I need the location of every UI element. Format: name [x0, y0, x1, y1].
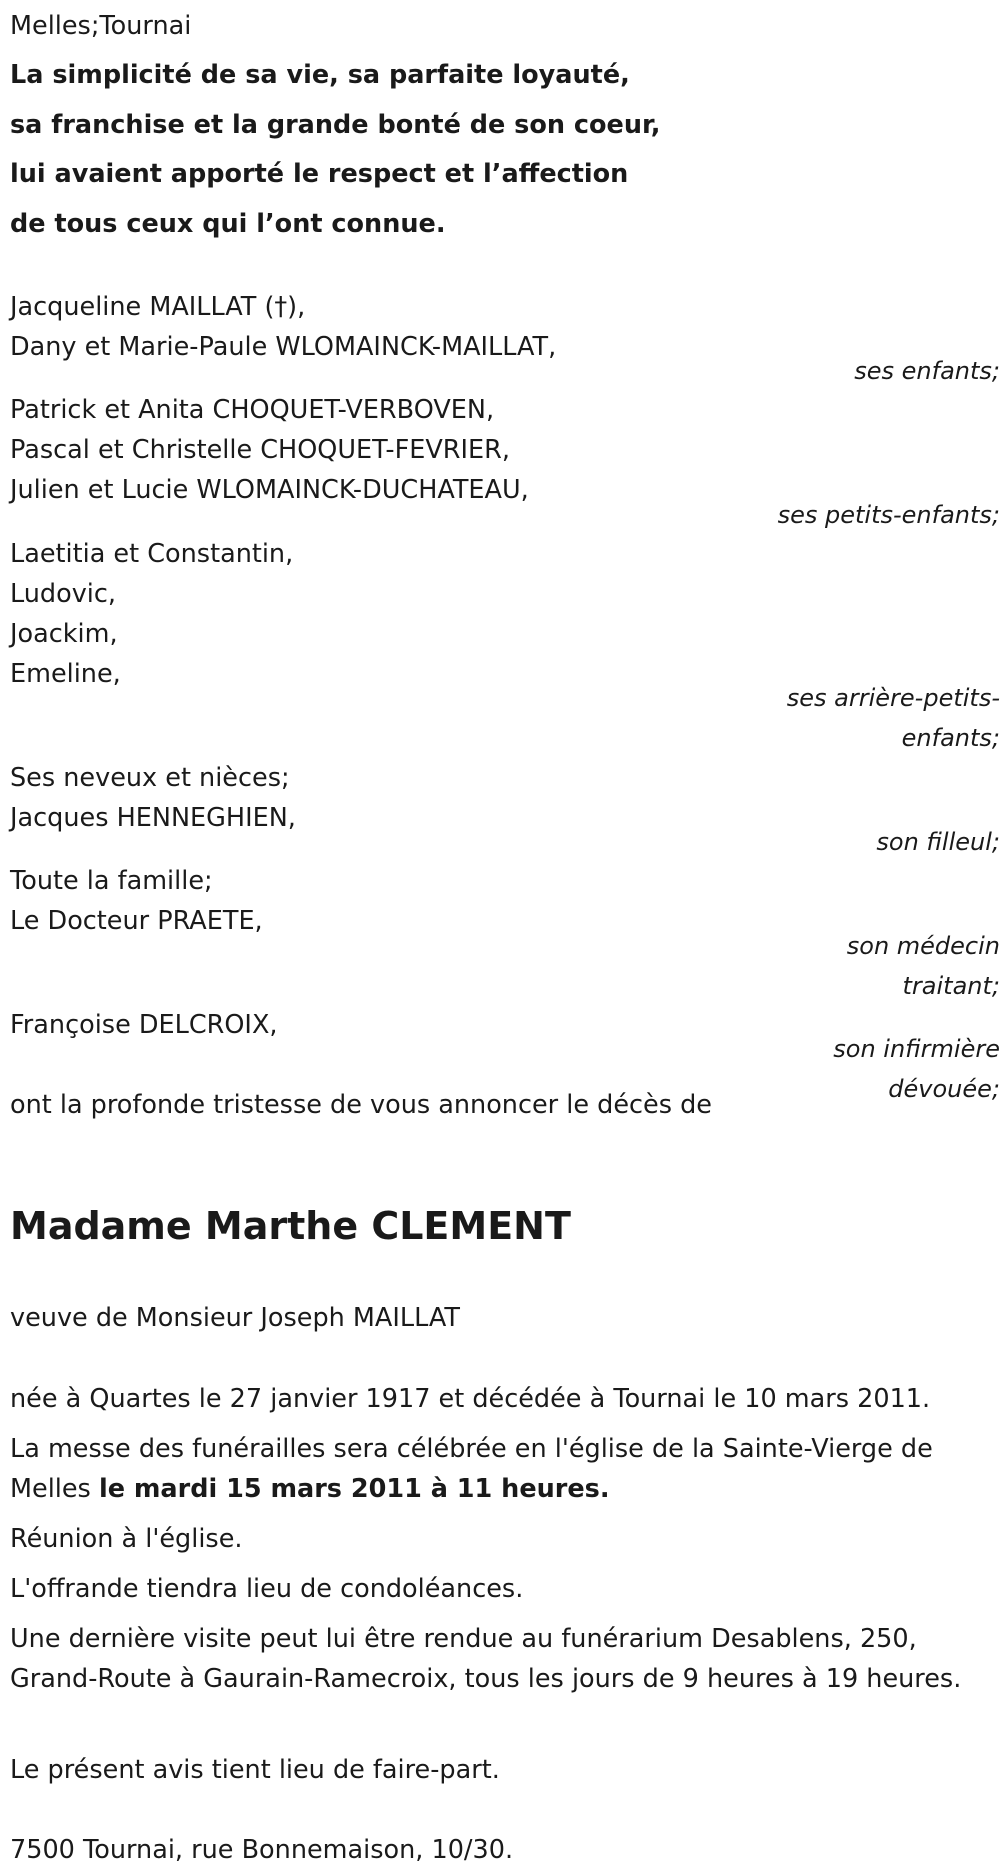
- epitaph-line: sa franchise et la grande bonté de son coeur,: [10, 110, 661, 140]
- funeral-mass: [10, 1429, 990, 1509]
- family-member: Toute la famille;: [10, 866, 213, 896]
- family-member: Le Docteur PRAETE,: [10, 906, 263, 936]
- meeting-info: Réunion à l'église.: [10, 1524, 243, 1554]
- visit-info: Une dernière visite peut lui être rendue au funérarium Desablens, 250, Grand-Route à Gaurain-Ramecroix, tous les jours de 9 heures à 19 heures.: [10, 1624, 962, 1694]
- family-member: Jacques HENNEGHIEN,: [10, 803, 296, 833]
- role-great-grandchildren: ses arrière-petits-enfants;: [786, 684, 1000, 752]
- family-member: Jacqueline MAILLAT (†),: [10, 292, 306, 322]
- role-children: ses enfants;: [854, 357, 1000, 385]
- offering-info: L'offrande tiendra lieu de condoléances.: [10, 1574, 524, 1604]
- birth-death: née à Quartes le 27 janvier 1917 et décédée à Tournai le 10 mars 2011.: [10, 1384, 931, 1414]
- family-member: Pascal et Christelle CHOQUET-FEVRIER,: [10, 435, 510, 465]
- family-member: Ludovic,: [10, 579, 117, 609]
- notice-info: Le présent avis tient lieu de faire-part.: [10, 1755, 500, 1785]
- deceased-name: Madame Marthe CLEMENT: [10, 1204, 571, 1248]
- funeral-mass-date: le mardi 15 mars 2011 à 11 heures.: [98, 1474, 610, 1504]
- family-member: Emeline,: [10, 659, 121, 689]
- role-doctor: son médecin traitant;: [846, 932, 1000, 1000]
- place-header: Melles;Tournai: [10, 11, 192, 41]
- family-member: Patrick et Anita CHOQUET-VERBOVEN,: [10, 395, 495, 425]
- address: 7500 Tournai, rue Bonnemaison, 10/30.: [10, 1835, 514, 1865]
- role-godson: son filleul;: [876, 828, 1000, 856]
- family-member: Joackim,: [10, 619, 118, 649]
- epitaph-line: La simplicité de sa vie, sa parfaite loyauté,: [10, 60, 630, 90]
- family-member: Ses neveux et nièces;: [10, 763, 290, 793]
- epitaph-line: lui avaient apporté le respect et l’affection: [10, 159, 629, 189]
- family-member: Julien et Lucie WLOMAINCK-DUCHATEAU,: [10, 475, 529, 505]
- epitaph-line: de tous ceux qui l’ont connue.: [10, 209, 446, 239]
- funeral-mass-text: La messe des funérailles sera célébrée en l'église de la Sainte-Vierge de Melles: [10, 1434, 933, 1504]
- family-member: Laetitia et Constantin,: [10, 539, 294, 569]
- announcement-text: ont la profonde tristesse de vous annoncer le décès de: [10, 1090, 712, 1120]
- family-member: Dany et Marie-Paule WLOMAINCK-MAILLAT,: [10, 332, 557, 362]
- widow-of: veuve de Monsieur Joseph MAILLAT: [10, 1303, 460, 1333]
- role-nurse: son infirmière dévouée;: [833, 1035, 1000, 1103]
- role-grandchildren: ses petits-enfants;: [777, 501, 1000, 529]
- family-member: Françoise DELCROIX,: [10, 1010, 278, 1040]
